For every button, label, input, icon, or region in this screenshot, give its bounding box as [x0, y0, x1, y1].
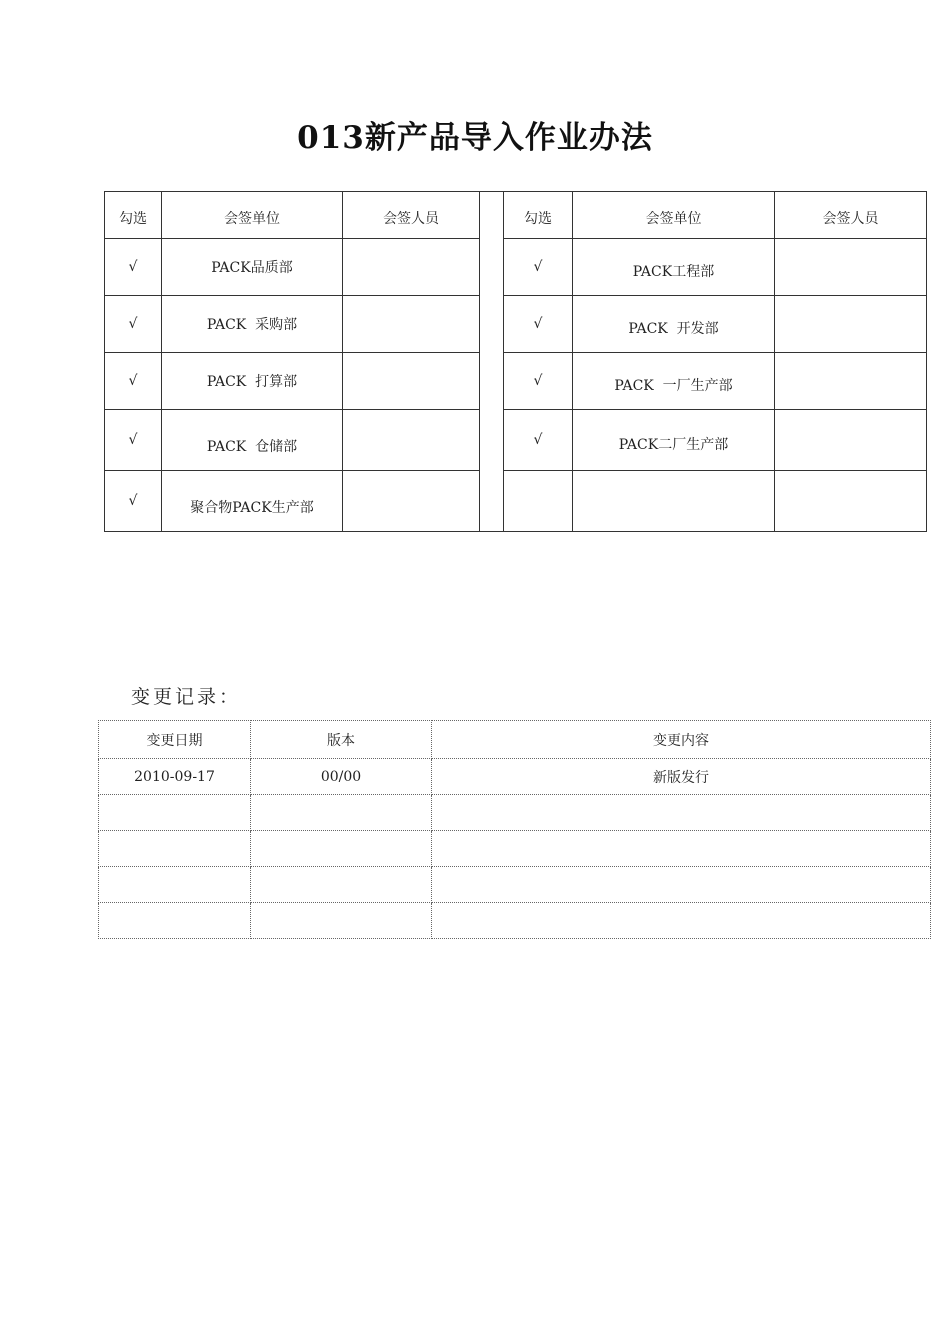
- table-row: [99, 903, 931, 939]
- version-cell: [251, 795, 432, 831]
- table-row: [105, 471, 927, 532]
- check-mark: √: [504, 296, 573, 353]
- date-cell: [99, 903, 251, 939]
- table-row: [99, 867, 931, 903]
- unit-cell: PACK工程部: [573, 239, 775, 296]
- countersign-table: [104, 191, 927, 532]
- table-row: [105, 239, 927, 296]
- content-cell: [432, 867, 931, 903]
- document-title: 013新产品导入作业办法: [297, 120, 653, 156]
- header-unit-left: 会签单位: [162, 192, 343, 239]
- change-log-label: 变更记录：: [131, 686, 242, 708]
- unit-cell: [573, 471, 775, 532]
- table-row: [99, 795, 931, 831]
- person-cell: [343, 296, 480, 353]
- check-mark: √: [105, 296, 162, 353]
- change-log-table: [98, 720, 931, 939]
- header-person-left: 会签人员: [343, 192, 480, 239]
- countersign-header-row: [105, 192, 927, 239]
- table-row: [105, 296, 927, 353]
- person-cell: [343, 471, 480, 532]
- header-version: 版本: [251, 721, 432, 759]
- unit-cell: PACK 开发部: [573, 296, 775, 353]
- header-check-left: 勾选: [105, 192, 162, 239]
- column-gap: [480, 192, 504, 532]
- version-cell: 00/00: [251, 759, 432, 795]
- person-cell: [775, 471, 927, 532]
- table-row: [99, 831, 931, 867]
- content-cell: [432, 795, 931, 831]
- person-cell: [343, 239, 480, 296]
- person-cell: [775, 296, 927, 353]
- check-mark: [504, 471, 573, 532]
- person-cell: [775, 353, 927, 410]
- change-log-header-row: [99, 721, 931, 759]
- person-cell: [775, 239, 927, 296]
- header-check-right: 勾选: [504, 192, 573, 239]
- check-mark: √: [504, 353, 573, 410]
- table-row: [105, 353, 927, 410]
- table-row: [99, 759, 931, 795]
- unit-cell: PACK 采购部: [162, 296, 343, 353]
- person-cell: [343, 410, 480, 471]
- date-cell: 2010-09-17: [99, 759, 251, 795]
- check-mark: √: [105, 353, 162, 410]
- table-row: [105, 410, 927, 471]
- check-mark: √: [504, 239, 573, 296]
- content-cell: [432, 831, 931, 867]
- unit-cell: PACK 打算部: [162, 353, 343, 410]
- content-cell: [432, 903, 931, 939]
- unit-cell: PACK品质部: [162, 239, 343, 296]
- check-mark: √: [105, 410, 162, 471]
- check-mark: √: [105, 471, 162, 532]
- header-person-right: 会签人员: [775, 192, 927, 239]
- unit-cell: PACK 仓储部: [162, 410, 343, 471]
- unit-cell: PACK 一厂生产部: [573, 353, 775, 410]
- version-cell: [251, 903, 432, 939]
- header-date: 变更日期: [99, 721, 251, 759]
- version-cell: [251, 867, 432, 903]
- header-unit-right: 会签单位: [573, 192, 775, 239]
- person-cell: [775, 410, 927, 471]
- date-cell: [99, 867, 251, 903]
- check-mark: √: [105, 239, 162, 296]
- content-cell: 新版发行: [432, 759, 931, 795]
- unit-cell: 聚合物PACK生产部: [162, 471, 343, 532]
- date-cell: [99, 795, 251, 831]
- person-cell: [343, 353, 480, 410]
- date-cell: [99, 831, 251, 867]
- check-mark: √: [504, 410, 573, 471]
- version-cell: [251, 831, 432, 867]
- header-content: 变更内容: [432, 721, 931, 759]
- unit-cell: PACK二厂生产部: [573, 410, 775, 471]
